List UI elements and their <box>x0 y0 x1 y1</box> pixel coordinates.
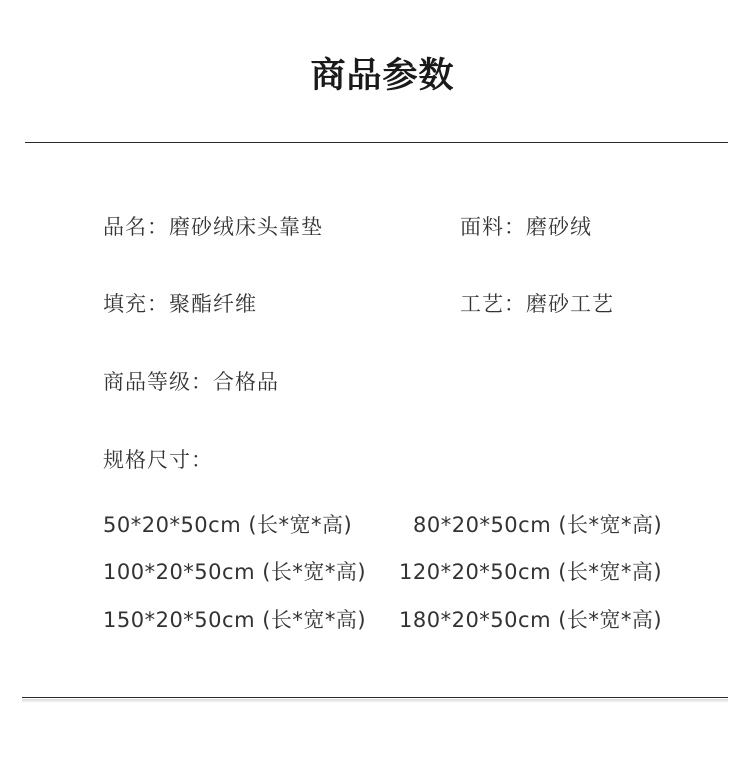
param-fabric: 面料：磨砂绒 <box>460 215 592 239</box>
size-option: 180*20*50cm (长*宽*高) <box>399 608 663 632</box>
param-grade: 商品等级：合格品 <box>103 370 279 394</box>
top-divider <box>25 142 728 143</box>
param-product-name: 品名：磨砂绒床头靠垫 <box>103 215 323 239</box>
param-filling: 填充：聚酯纤维 <box>103 292 257 316</box>
size-option: 150*20*50cm (长*宽*高) <box>103 608 367 632</box>
bottom-divider-shadow <box>22 699 728 703</box>
param-size-label: 规格尺寸： <box>103 448 213 472</box>
size-option: 100*20*50cm (长*宽*高) <box>103 560 367 584</box>
page-title: 商品参数 <box>310 56 455 96</box>
size-option: 120*20*50cm (长*宽*高) <box>399 560 663 584</box>
param-craft: 工艺：磨砂工艺 <box>460 292 614 316</box>
size-option: 80*20*50cm (长*宽*高) <box>413 513 663 537</box>
size-option: 50*20*50cm (长*宽*高) <box>103 513 353 537</box>
bottom-divider <box>22 697 728 698</box>
